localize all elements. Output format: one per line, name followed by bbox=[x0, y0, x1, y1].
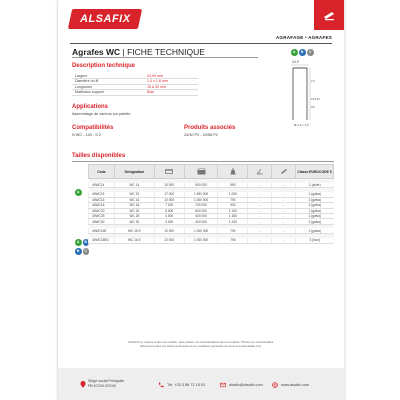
spec-row: Largeur 24,90 mm bbox=[72, 73, 198, 79]
logo-text: ALSAFIX bbox=[79, 13, 131, 25]
footer bbox=[58, 368, 344, 400]
badge-b: B bbox=[83, 239, 90, 246]
category-bar bbox=[70, 35, 332, 44]
staple-side1-label: 2,3 bbox=[311, 80, 315, 83]
badge-group bbox=[291, 49, 314, 56]
spec-row: Matériaux support Bois bbox=[72, 90, 198, 96]
sizes-header-row bbox=[89, 165, 334, 179]
row-badge-group bbox=[75, 189, 82, 196]
badge-c: C bbox=[307, 49, 314, 56]
compatibility-title: Compatibilités bbox=[72, 125, 114, 131]
legal-note-line: Retrouvez toutes nos fiches techniques et nos conditions générales de vente sur www.alsafix.com. bbox=[139, 344, 263, 348]
table-row: 44WC15 WC 15 17 000 1 690 000 1 050 - - 2 (galva) bbox=[89, 192, 334, 197]
table-row: 44WC18 WC 18 7 000 700 000 930 - - 2 (galva) bbox=[89, 203, 334, 208]
globe-icon bbox=[272, 382, 278, 388]
table-row: 44WC30 WC 30 4 000 400 000 1 240 - - 2 (galva) bbox=[89, 219, 334, 224]
footer-phone[interactable]: Tél. +33 3 88 72 15 51 bbox=[158, 382, 205, 388]
alsafix-logo bbox=[68, 9, 142, 29]
sizes-title: Tailles disponibles bbox=[72, 153, 126, 159]
spec-table bbox=[72, 73, 198, 96]
staple-side2-label: 0,9 bbox=[311, 106, 315, 109]
staple-wire-label: Ø 1,4 x 1,6 bbox=[294, 123, 309, 127]
col-weight-icon bbox=[218, 165, 248, 179]
compatibility-text: N WC - 140 - S 2 bbox=[72, 133, 101, 137]
staple-width-label: 24,9 bbox=[292, 60, 299, 64]
datasheet-page bbox=[58, 0, 344, 400]
title-product: Agrafes WC bbox=[72, 47, 121, 57]
col-code: Code bbox=[89, 165, 115, 179]
page-title bbox=[72, 47, 205, 57]
table-row: 44WC20 WC 20 6 000 600 000 1 100 - - 2 (galva) bbox=[89, 208, 334, 213]
related-products-title: Produits associés bbox=[184, 125, 236, 131]
table-row: 44WC25 WC 25 4 000 400 000 1 180 - - 2 (galva) bbox=[89, 213, 334, 218]
stapler-icon bbox=[314, 0, 344, 30]
box-icon bbox=[165, 168, 173, 174]
applications-title: Applications bbox=[72, 104, 109, 110]
col-designation: Désignation bbox=[114, 165, 154, 179]
col-carton-icon bbox=[184, 165, 218, 179]
table-row: 44WC16 WC 16 10 000 1 000 000 794 - - 2 (galva) bbox=[89, 197, 334, 202]
location-icon bbox=[80, 381, 86, 388]
legal-note bbox=[72, 340, 330, 348]
category-label: AGRAFAGE • AGRAFES bbox=[275, 35, 332, 40]
badge-a: A bbox=[75, 189, 82, 196]
badge-b: B bbox=[75, 248, 82, 255]
footer-email[interactable]: alsafix@alsafix.com bbox=[220, 382, 263, 388]
staple-diagram bbox=[290, 58, 320, 128]
angle-icon bbox=[256, 168, 264, 175]
sizes-table bbox=[88, 164, 334, 244]
title-doc-type: | FICHE TECHNIQUE bbox=[120, 47, 205, 57]
weight-icon bbox=[229, 168, 237, 175]
tool-icon bbox=[280, 168, 288, 175]
description-title: Description technique bbox=[72, 63, 136, 69]
badge-c: C bbox=[83, 248, 90, 255]
row-badge-group bbox=[75, 248, 89, 255]
badge-b: B bbox=[299, 49, 306, 56]
row-badge-group bbox=[75, 239, 89, 246]
phone-icon bbox=[158, 382, 164, 388]
table-row: 44WC14 WC 14 10 000 900 000 690 - - 1 (acier) bbox=[89, 183, 334, 188]
spec-row: Longueurs 15 à 30 mm bbox=[72, 84, 198, 90]
spec-row: Diamètre du fil 1,4 x 1,6 mm bbox=[72, 79, 198, 85]
table-row: 44WC16E WC 16 E 10 000 1 000 000 794 - - 2 (galva) bbox=[89, 228, 334, 233]
badge-a: A bbox=[291, 49, 298, 56]
col-tool-icon bbox=[272, 165, 296, 179]
carton-icon bbox=[197, 168, 206, 175]
table-row: 44WC16ED WC 16 E 10 000 1 000 000 795 - - 3 (inox) bbox=[89, 238, 334, 243]
col-box-icon bbox=[154, 165, 184, 179]
sizes-divider bbox=[72, 161, 334, 162]
email-icon bbox=[220, 382, 226, 388]
title-divider bbox=[72, 57, 258, 58]
related-products-text: 24/30 P2 - 24/58 P2 bbox=[184, 133, 218, 137]
col-eurocode: Classe EUROCODE 5 bbox=[296, 165, 334, 179]
badge-a: A bbox=[75, 239, 82, 246]
legal-note-line: ALSAFIX se réserve le droit de modifier, sans préavis, les caractéristiques de ses produits. Photos non contractuelles. bbox=[128, 340, 274, 344]
applications-text: Assemblage de cartons sur palette bbox=[72, 112, 131, 116]
staple-leg-label: 15 à 30 bbox=[311, 98, 320, 101]
footer-address: Siège social Principale PB 67240 CROIX bbox=[88, 379, 125, 388]
col-angle-icon bbox=[248, 165, 272, 179]
footer-website[interactable]: www.alsafix.com bbox=[272, 382, 309, 388]
